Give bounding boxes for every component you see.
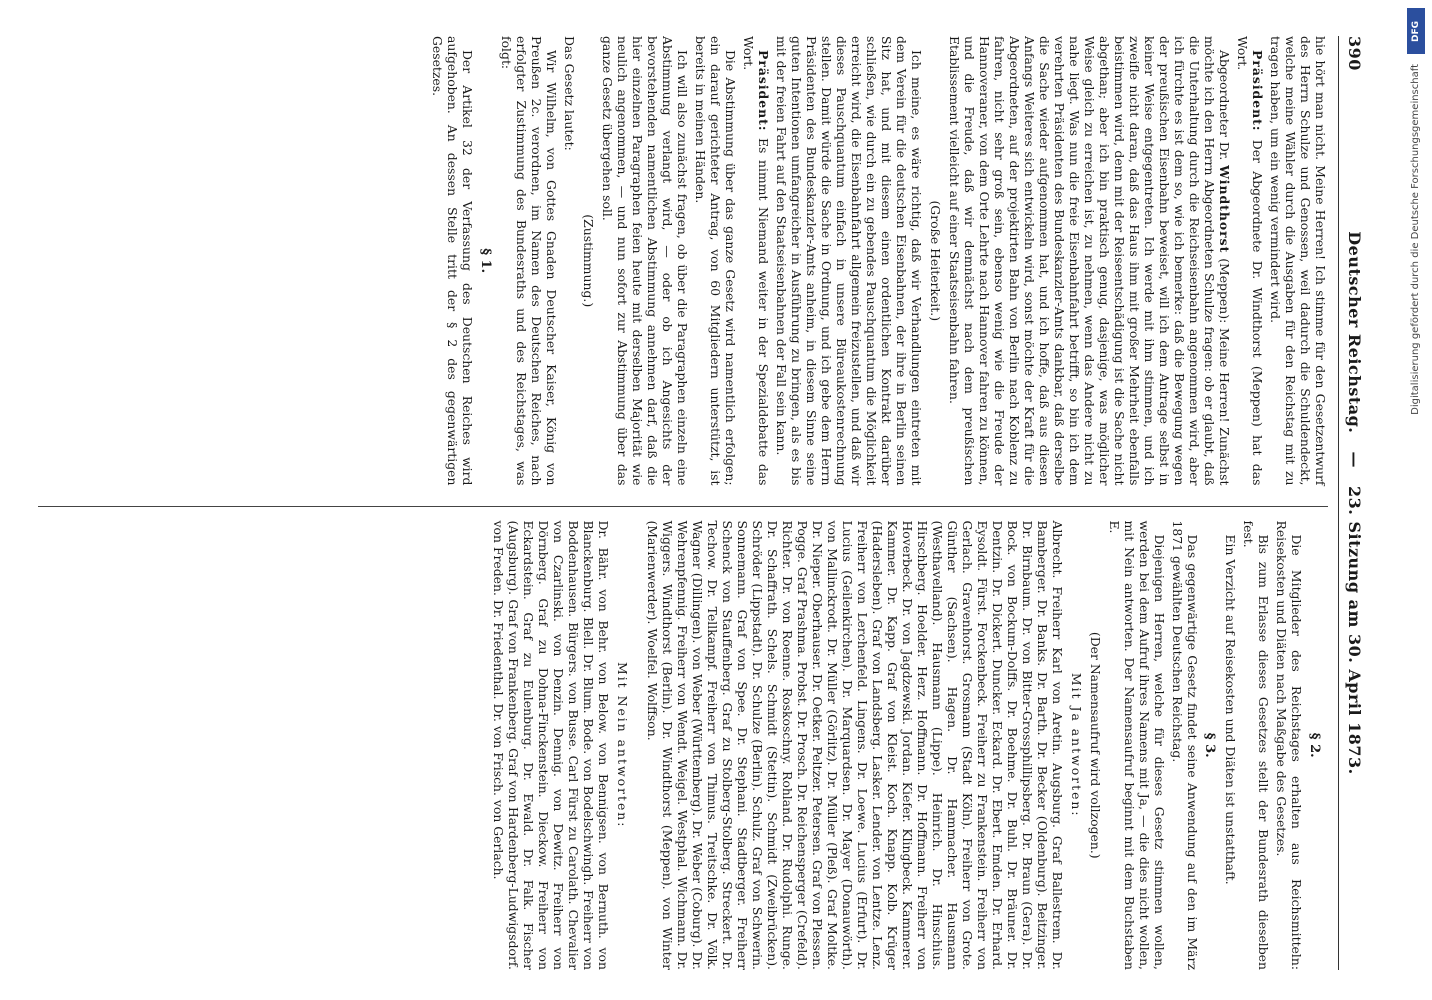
paragraph: Diejenigen Herren, welche für dieses Gesetz stimmen wollen, werden bei dem Aufruf ihres Namens mit Ja, — die dies nicht wollen, mit Nein antworten. Der Namensaufruf beginnt mit dem Buchstaben E.: [1106, 520, 1167, 970]
paragraph: Das Gesetz lautet:: [562, 36, 577, 151]
interjection: (Zustimmung.): [581, 214, 596, 308]
header-dash: —: [1345, 451, 1364, 468]
left-column: [38, 36, 1328, 490]
page-header: [1338, 36, 1364, 970]
paragraph-text: Es nimmt Niemand weiter in der Spezialdebatte das Wort.: [741, 36, 771, 486]
digitization-notice: [1404, 4, 1428, 994]
right-column: [38, 506, 1328, 971]
section-heading: § 3.: [1202, 732, 1218, 758]
paragraph-text: (Meppen): Meine Herren! Zunächst möchte ich den Herrn Abgeordneten Schulze fragen: ob er glaubt, daß die Unterhaltung durch die Reichseisenbahn angenommen wird, aber ich fürchte es ist dem so, wie ich bemerke: daß die Bewegung wegen der preußischen Eisenbahn beweiset, will ich dem Antrage selbst in keiner Weise entgegentreten. Ich werde mit ihm stimmen, und ich zweifle nicht daran, daß das Haus ihm mit großer Mehrheit ebenfalls beistimmen wird, denn mit der Reiseentschädigung ist die Sache nicht abgethan; aber ich bin praktisch genug, dasjenige, was möglicher Weise gleich zu erreichen ist, zu nehmen, wenn das Andere nicht zu nahe liegt. Was nun die freie Eisenbahnfahrt betrifft, so bin ich dem verehrten Präsidenten des Bundeskanzler-Amts dankbar, daß derselbe die Sache wieder aufgenommen hat, und ich hoffe, daß aus diesen Anfangs Weiteres sich entwickeln wird, sonst möchte der Kraft für die Abgeordneten, auf der projektirten Bahn von Berlin nach Koblenz zu fahren, nicht sehr groß sein, ebenso wenig wie die Freude der Hannoveraner, von dem Orte Lehrte nach Hannover fahren zu können, und die Freude, daß wir demnächst nach dem preußischen Etablissement vielleicht auf einer Staatseisenbahn fahren.: [947, 36, 1232, 486]
speaker-label: Windthorst: [1217, 165, 1232, 254]
session-title: 23. Sitzung am 30. April 1873.: [1345, 486, 1364, 775]
publication-title: Deutscher Reichstag.: [1345, 231, 1364, 434]
paragraph: Die Mitglieder des Reichstages erhalten aus Reichsmitteln: Reisekosten und Diäten nach Maßgabe des Gesetzes.: [1274, 520, 1305, 970]
paragraph: Wir Wilhelm, von Gottes Gnaden Deutscher Kaiser, König von Preußen 2c. verordnen, im Namen des Deutschen Reiches, nach erfolgter Zustimmung des Bundesraths und des Reichstages, was folgt:: [499, 36, 559, 486]
speaker-label: Präsident:: [1250, 50, 1265, 132]
speaker-prefix: Abgeordneter Dr.: [1217, 50, 1232, 161]
interjection: (Große Heiterkeit.): [928, 200, 943, 322]
paragraph: Bis zum Erlasse dieses Gesetzes stellt der Bundesrath dieselben fest.: [1241, 520, 1272, 970]
paragraph: Die Abstimmung über das ganze Gesetz wird namentlich erfolgen; ein darauf gerichteter Antrag, von 60 Mitgliedern unterstützt, ist bereits in meinen Händen.: [693, 36, 738, 486]
speaker-label: Präsident:: [756, 50, 771, 132]
vote-list-no: Dr. Bähr. von Behr. von Below. von Bennigsen. von Bernuth. von Blanckenburg. Blell. Dr. Blum. Bode. von Bodelschwingh. Freiherr von Boddenhausen. Bürgers. von Busse. Carl Fürst zu Carolath. Chevalier von Czarlinski. von Denzin. Dennig. von Dewitz. Freiherr von Dörnberg. Graf zu Dohna-Finckenstein. Dieckow. Freiherr von Eckardstein. Graf zu Eulenburg. Dr. Ewald. Dr. Falk. Fischer (Augsburg). Graf von Frankenberg. Graf von Hardenberg-Ludwigsdorf. von Freden. Dr. Friedenthal. Dr. von Frisch. von Gerlach.: [490, 520, 611, 970]
paragraph: Das gegenwärtige Gesetz findet seine Anwendung auf den im März 1871 gewählten Deutschen Reichstag.: [1169, 520, 1200, 970]
paragraph: hie hört man nicht. Meine Herren! Ich stimme für den Gesetzentwurf des Herrn Schulze und Genossen, weil dadurch die Schuldendeckt, welche meine Wähler durch die Ausgaben für den Reichstag mit zu tragen haben, um ein wenig vermindert wird.: [1268, 36, 1328, 486]
section-heading: § 1.: [478, 248, 493, 274]
paragraph: Ich meine, es wäre richtig, daß wir Verhandlungen eintreten mit dem Verein für die deutschen Eisenbahnen, der ihre in Berlin seinen Sitz hat, und mit diesem einen ordentlichen Kontrakt darüber schließen, wie durch ein zu gebendes Pauschquantum die Möglichkeit erreicht wird, die Eisenbahnfahrt allgemein freizustellen, und daß wir dieses Pauschquantum einfach in unsere Büreaukostenrechnung stellen. Damit würde die Sache in Ordnung, und ich gebe dem Herrn Präsidenten des Bundeskanzler-Amts anheim, in diesem Sinne seine guten Intentionen umfangreicher in Ausführung zu bringen, als es bis mit der freien Fahrt auf den Staatseisenbahnen der Fall sein kann.: [774, 36, 924, 486]
paragraph: [741, 36, 771, 486]
paragraph: Ich will also zunächst fragen, ob über die Paragraphen einzeln eine Abstimmung verlangt wird, — oder ob ich Angesichts der bevorstehenden namentlichen Abstimmung annehmen darf, daß die hier einzelnen Paragraphen feien heute mit derselben Majorität wie neulich angenommen, — und nun sofort zur Abstimmung über das ganze Gesetz übergehen soll.: [600, 36, 690, 486]
paragraph: Der Artikel 32 der Verfassung des Deutschen Reiches wird aufgehoben. An dessen Stelle tritt der § 2 des gegenwärtigen Gesetzes.: [430, 36, 476, 486]
vote-list-yes: Albrecht. Freiherr Karl von Aretin. Augsburg. Graf Ballestrem. Dr. Bamberger. Dr. Banks. Dr. Barth. Dr. Becker (Oldenburg). Beitzinger. Dr. Birnbaum. Dr. von Bitter-Grossphillipsberg. Dr. Braun (Gera). Dr. Bock. von Bockum-Dolffs. Dr. Boehme. Dr. Buhl. Dr. Bräuner. Dr. Dentzin. Dr. Dickert. Duncker. Eckard. Dr. Ebert. Emden. Dr. Erhard. Eysoldt. Fürst. Forckenbeck. Freiherr zu Frankenstein. Freiherr von Gerlach. Gravenhorst. Grosmann (Stadt Köln). Freiherr von Grote. Günther (Sachsen). Hagen. Dr. Hammacher. Hausmann (Westhavelland). Hausmann (Lippe). Heinrich. Dr. Hinschius. Hirschberg. Hoelder. Herz. Hoffmann. Dr. Hoffmann. Freiherr von Hoverbeck. Dr. von Jagdzewski. Jordan. Kiefer. Klingbeck. Kammerer. Kammer. Dr. Kapp. Graf von Kleist. Koch. Knapp. Kolb. Krüger (Hadersleben). Graf von Landsberg. Lasker. Lender. von Lentze. Lenz. Freiherr von Lerchenfeld. Lingens. Dr. Loewe. Lucius (Erfurt). Dr. Lucius (Geilenkirchen). Dr. Marquardsen. Dr. Mayer (Donauwörth). von Mallinckrodt. Dr. Müller (Görlitz). Dr. Müller (Pleß). Graf Moltke. Dr. Nieper. Oberhauser. Dr. Oetker. Peltzer. Petersen. Graf von Plessen. Pogge. Graf Prashma. Probst. Dr. Prosch. Dr. Reichensperger (Crefeld). Richter. Dr. von Roenne. Roskoschny. Rohland. Dr. Rudolphi. Runge. Dr. Schaffrath. Schels. Schmidt (Stettin). Schmidt (Zweibrücken). Schröder (Lippstadt). Dr. Schulze (Berlin). Schulz. Graf von Schwerin. Sonnemann. Graf von Spee. Dr. Stephani. Stadtberger. Freiherr Schenck von Stauffenberg. Graf zu Stolberg-Stolberg. Streckert. Dr. Techow. Dr. Tellkampf. Freiherr von Thimus. Treitschke. Dr. Völk. Wagner (Dillingen). von Weber (Württemberg). Dr. Weber (Coburg). Dr. Wehrenpfennig. Freiherr von Wendt. Weigel. Westphal. Wichmann. Dr. Wiggers. Windthorst (Berlin). Dr. Windthorst (Meppen). von Winter (Marienwerder). Woelfel. Wolffson.: [644, 520, 1065, 970]
section-heading: § 2.: [1307, 732, 1322, 758]
vote-heading-no: Mit Nein antworten:: [614, 662, 630, 829]
page-number: 390: [1345, 36, 1364, 71]
dfg-notice-text: Digitalisierung gefördert durch die Deutsche Forschungsgemeinschaft: [1410, 64, 1421, 415]
interjection: (Der Namensaufruf wird vollzogen.): [1087, 631, 1103, 859]
paragraph: [1235, 36, 1265, 486]
vote-heading-yes: Mit Ja antworten:: [1068, 672, 1084, 818]
dfg-logo: DFG: [1407, 8, 1425, 54]
paragraph: [947, 36, 1232, 486]
paragraph-text: Der Abgeordnete Dr. Windthorst (Meppen) hat das Wort.: [1235, 36, 1265, 486]
paragraph: Ein Verzicht auf Reisekosten und Diäten ist unstatthaft.: [1223, 534, 1239, 885]
